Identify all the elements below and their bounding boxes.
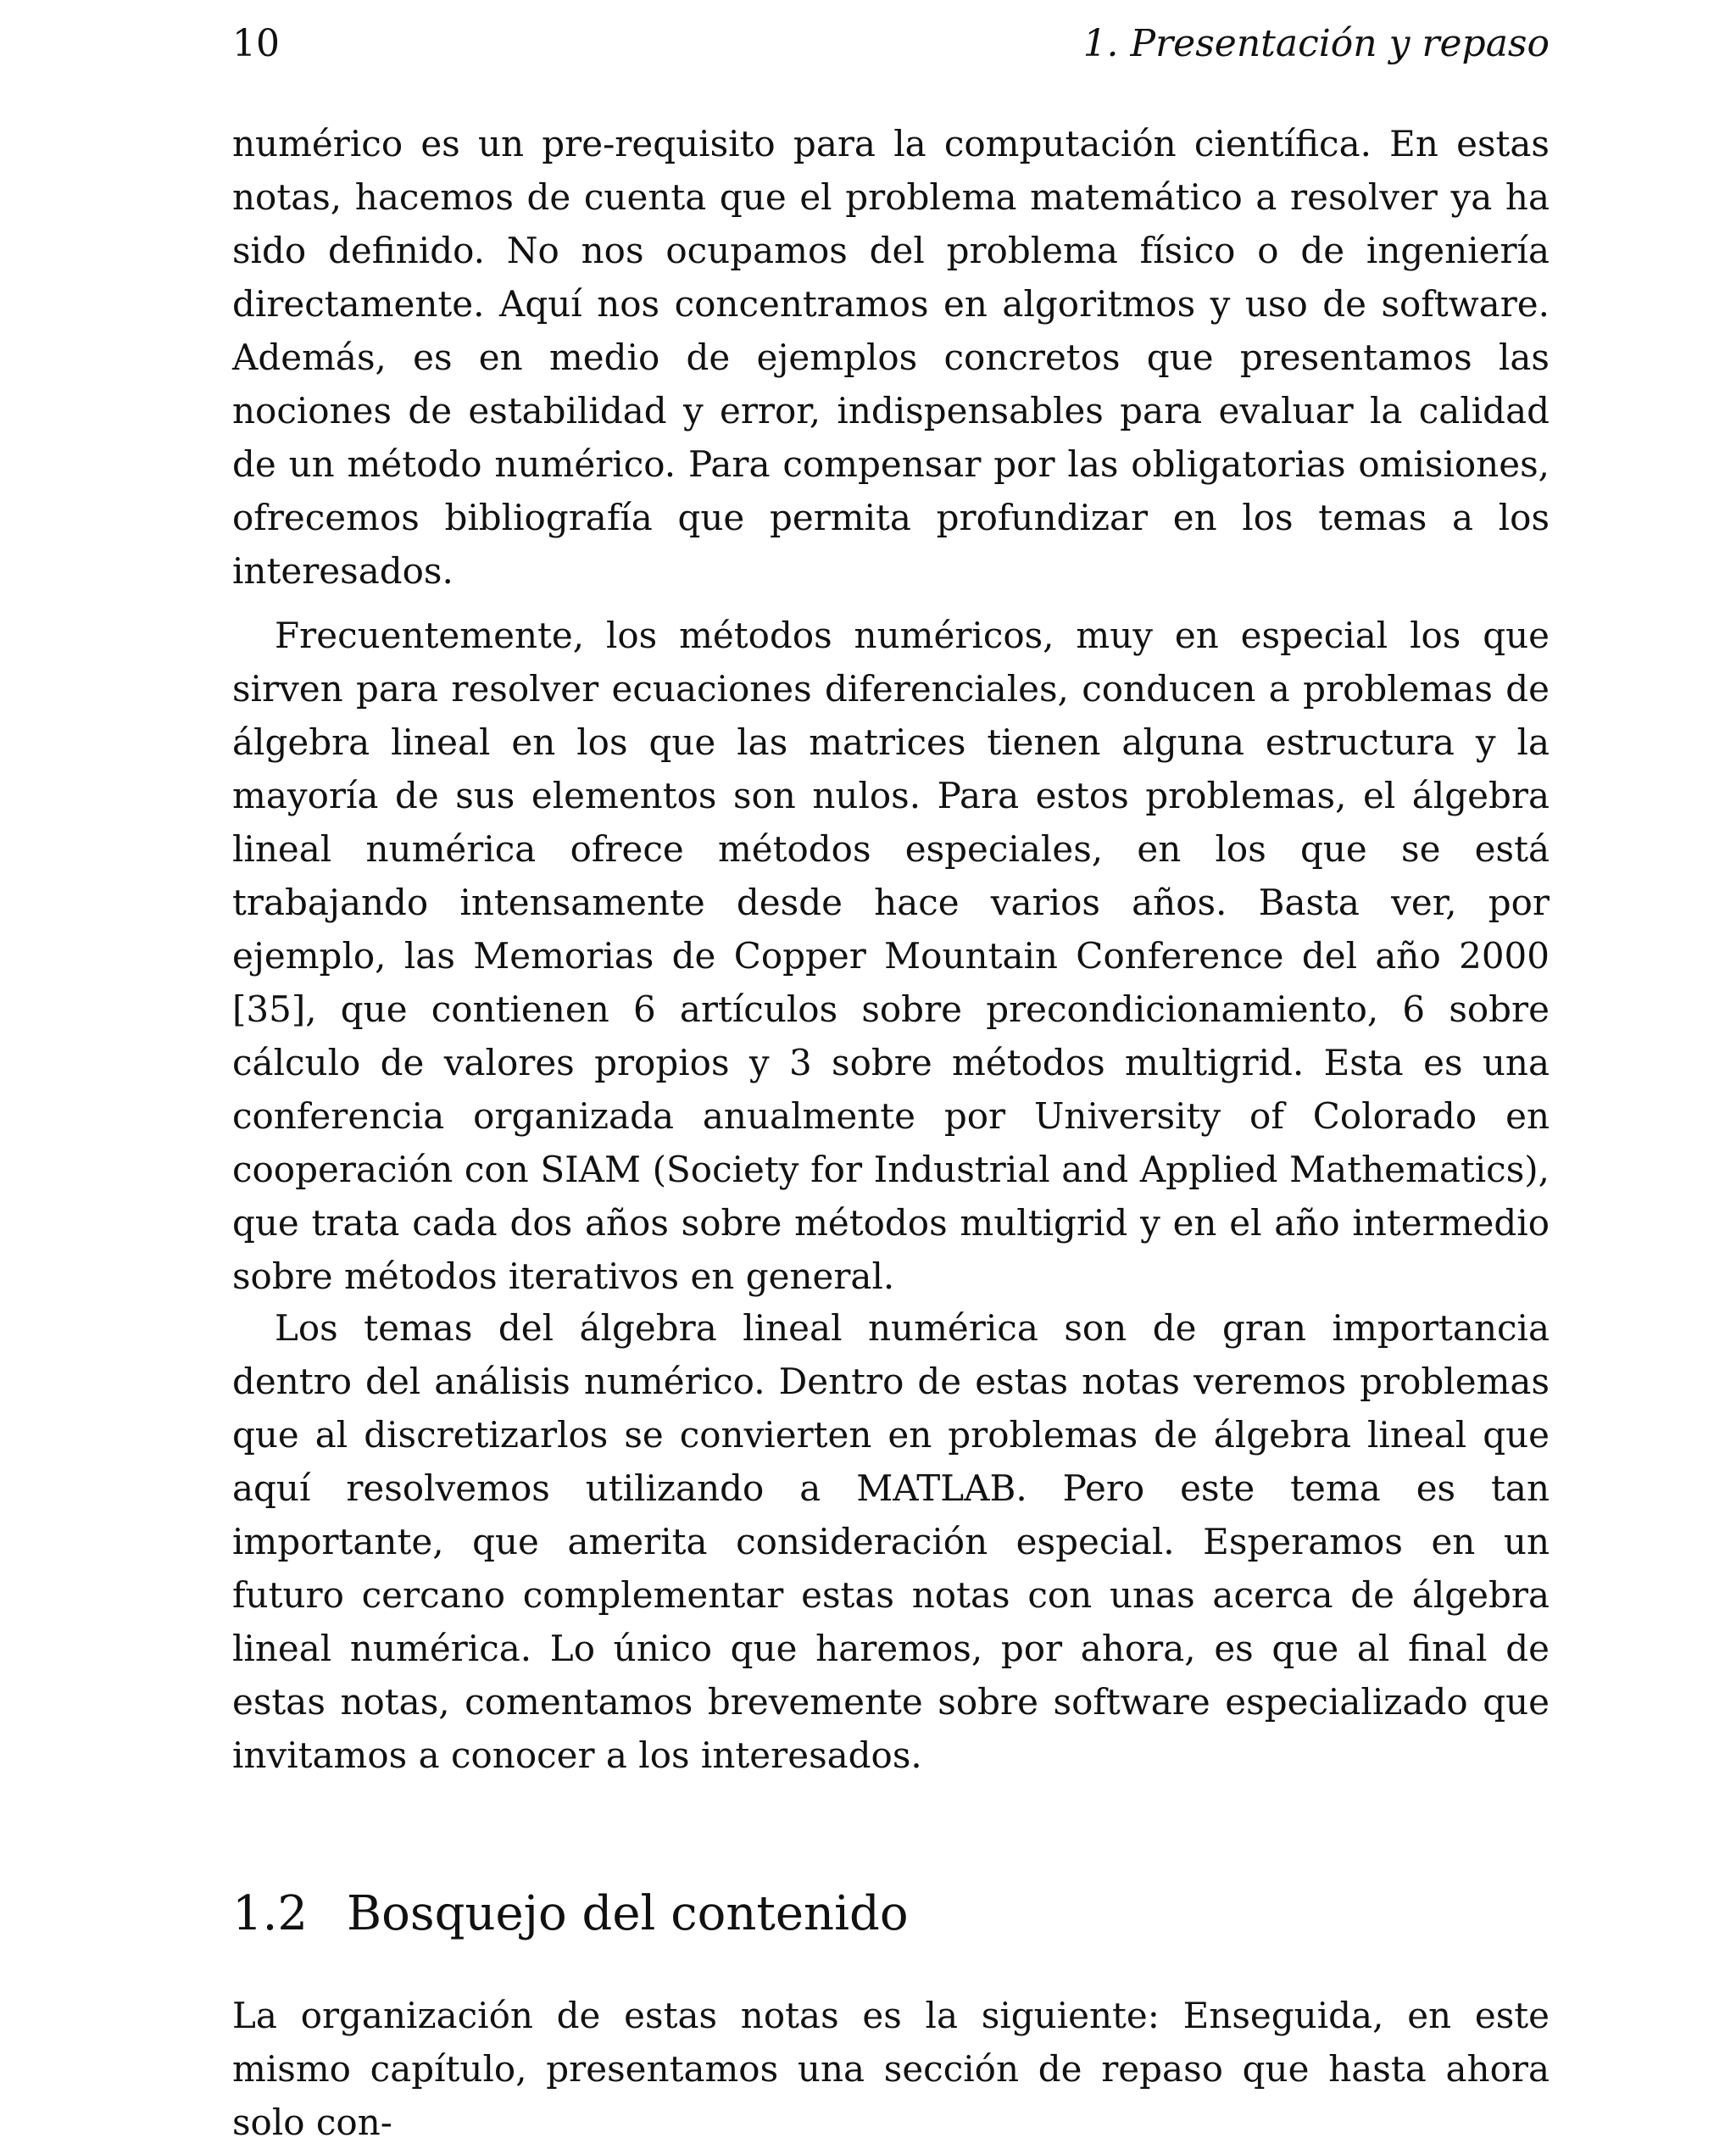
page-number: 10	[232, 22, 280, 65]
page-header	[232, 19, 1550, 70]
running-head: 1. Presentación y repaso	[1082, 22, 1550, 65]
section-heading	[232, 1880, 909, 1948]
body-paragraph: numérico es un pre-requisito para la computación científica. En estas notas, hacemos de cuenta que el problema matemático a resolver ya ha sido definido. No nos ocupamos del problema físico o de ingeniería directamente. Aquí nos concentramos en algoritmos y uso de software. Además, es en medio de ejemplos concretos que presentamos las nociones de estabilidad y error, indispensables para evaluar la calidad de un método numérico. Para compensar por las obligatorias omisiones, ofrecemos bibliografía que permita profundizar en los temas a los interesados.	[232, 123, 1550, 592]
section-title: Bosquejo del contenido	[347, 1886, 909, 1941]
section-paragraph: La organización de estas notas es la siguiente: Enseguida, en este mismo capítulo, presentamos una sección de repaso que hasta ahora solo con-	[232, 1995, 1550, 2143]
body-paragraph: Los temas del álgebra lineal numérica son de gran importancia dentro del análisis numérico. Dentro de estas notas veremos problemas que al discretizarlos se convierten en problemas de álgebra lineal que aquí resolvemos utilizando a MATLAB. Pero este tema es tan importante, que amerita consideración especial. Esperamos en un futuro cercano complementar estas notas con unas acerca de álgebra lineal numérica. Lo único que haremos, por ahora, es que al final de estas notas, comentamos brevemente sobre software especializado que invitamos a conocer a los interesados.	[232, 1307, 1550, 1776]
body-paragraph: Frecuentemente, los métodos numéricos, muy en especial los que sirven para resolver ecuaciones diferenciales, conducen a problemas de álgebra lineal en los que las matrices tienen alguna estructura y la mayoría de sus elementos son nulos. Para estos problemas, el álgebra lineal numérica ofrece métodos especiales, en los que se está trabajando intensamente desde hace varios años. Basta ver, por ejemplo, las Memorias de Copper Mountain Conference del año 2000 [35], que contienen 6 artículos sobre precondicionamiento, 6 sobre cálculo de valores propios y 3 sobre métodos multigrid. Esta es una conferencia organizada anualmente por University of Colorado en cooperación con SIAM (Society for Industrial and Applied Mathematics), que trata cada dos años sobre métodos multigrid y en el año intermedio sobre métodos iterativos en general.	[232, 615, 1550, 1297]
section-number: 1.2	[232, 1886, 309, 1941]
